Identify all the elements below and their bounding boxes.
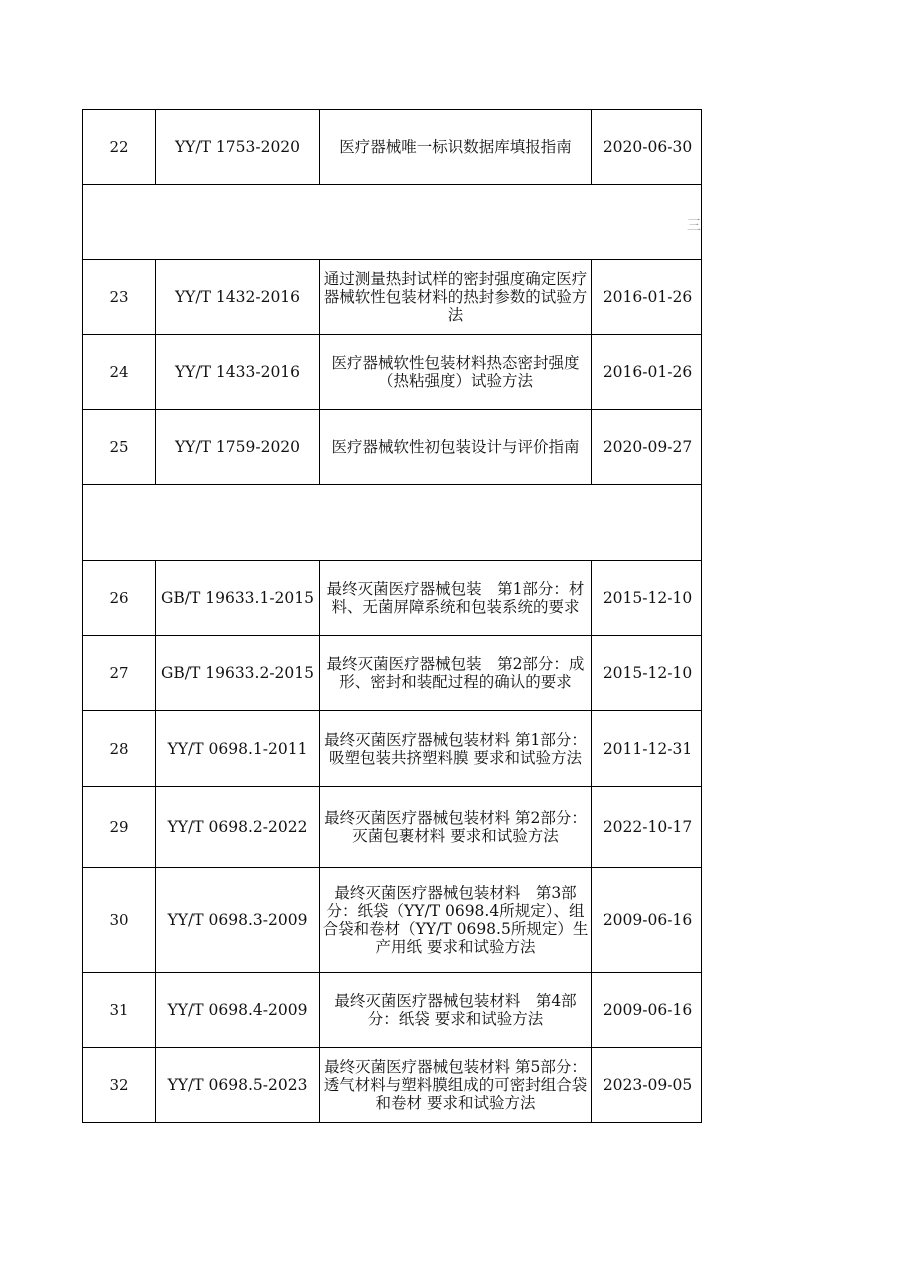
standard-code: YY/T 0698.2-2022 (156, 787, 320, 867)
publish-date: 2020-09-27 (602, 438, 693, 456)
standard-name: 最终灭菌医疗器械包装材料 第5部分：透气材料与塑料膜组成的可密封组合袋和卷材 要求和试验方法 (320, 1048, 592, 1122)
table-row (82, 711, 702, 787)
table-row (82, 260, 702, 335)
standard-code: YY/T 1753-2020 (156, 110, 320, 184)
table-row (82, 1048, 702, 1123)
table-row (82, 787, 702, 868)
standard-code: YY/T 1759-2020 (156, 410, 320, 484)
row-number: 23 (83, 260, 156, 334)
standard-code: GB/T 19633.2-2015 (156, 636, 320, 710)
row-number: 27 (83, 636, 156, 710)
standard-name: 医疗器械软性初包装设计与评价指南 (320, 410, 592, 484)
row-number: 25 (83, 410, 156, 484)
standard-name: 医疗器械唯一标识数据库填报指南 (320, 110, 592, 184)
publish-date: 2023-09-05 (602, 1076, 693, 1094)
publish-date: 2015-12-10 (602, 589, 693, 607)
row-number: 22 (83, 110, 156, 184)
standard-name: 最终灭菌医疗器械包装材料 第3部分：纸袋（YY/T 0698.4所规定）、组合袋和卷材（YY/T 0698.5所规定）生产用纸 要求和试验方法 (320, 868, 592, 972)
standard-name: 医疗器械软性包装材料热态密封强度 （热粘强度）试验方法 (320, 335, 592, 409)
publish-date: 2022-10-17 (602, 818, 693, 836)
section-header-row (82, 185, 702, 260)
standard-code: YY/T 0698.3-2009 (156, 868, 320, 972)
table-row (82, 109, 702, 185)
publish-date: 2009-06-16 (602, 911, 693, 929)
standard-code: YY/T 0698.1-2011 (156, 711, 320, 786)
table-row (82, 410, 702, 485)
publish-date: 2016-01-26 (602, 288, 693, 306)
publish-date: 2011-12-31 (602, 739, 693, 758)
table-row (82, 868, 702, 973)
publish-date: 2015-12-10 (602, 664, 693, 682)
row-number: 32 (83, 1048, 156, 1122)
row-number: 28 (83, 711, 156, 786)
table-row (82, 561, 702, 636)
standard-code: YY/T 0698.5-2023 (156, 1048, 320, 1122)
row-number: 31 (83, 973, 156, 1047)
standard-code: YY/T 1433-2016 (156, 335, 320, 409)
publish-date: 2020-06-30 (602, 138, 693, 156)
standard-code: GB/T 19633.1-2015 (156, 561, 320, 635)
row-number: 30 (83, 868, 156, 972)
standard-name: 最终灭菌医疗器械包装材料 第2部分：灭菌包裹材料 要求和试验方法 (320, 787, 592, 867)
standard-name: 最终灭菌医疗器械包装材料 第4部分：纸袋 要求和试验方法 (320, 973, 592, 1047)
table-row (82, 636, 702, 711)
row-number: 26 (83, 561, 156, 635)
table-row (82, 973, 702, 1048)
standard-code: YY/T 0698.4-2009 (156, 973, 320, 1047)
section-label: 三 (687, 218, 701, 234)
standard-name: 最终灭菌医疗器械包装材料 第1部分：吸塑包装共挤塑料膜 要求和试验方法 (320, 711, 592, 786)
standard-name: 最终灭菌医疗器械包装 第1部分：材料、无菌屏障系统和包装系统的要求 (320, 561, 592, 635)
publish-date: 2016-01-26 (602, 363, 693, 381)
publish-date: 2009-06-16 (602, 1001, 693, 1019)
table-row (82, 335, 702, 410)
standard-name: 通过测量热封试样的密封强度确定医疗器械软性包装材料的热封参数的试验方法 (320, 260, 592, 334)
row-number: 29 (83, 787, 156, 867)
standard-code: YY/T 1432-2016 (156, 260, 320, 334)
standard-name: 最终灭菌医疗器械包装 第2部分：成形、密封和装配过程的确认的要求 (320, 636, 592, 710)
row-number: 24 (83, 335, 156, 409)
section-header-row (82, 485, 702, 561)
